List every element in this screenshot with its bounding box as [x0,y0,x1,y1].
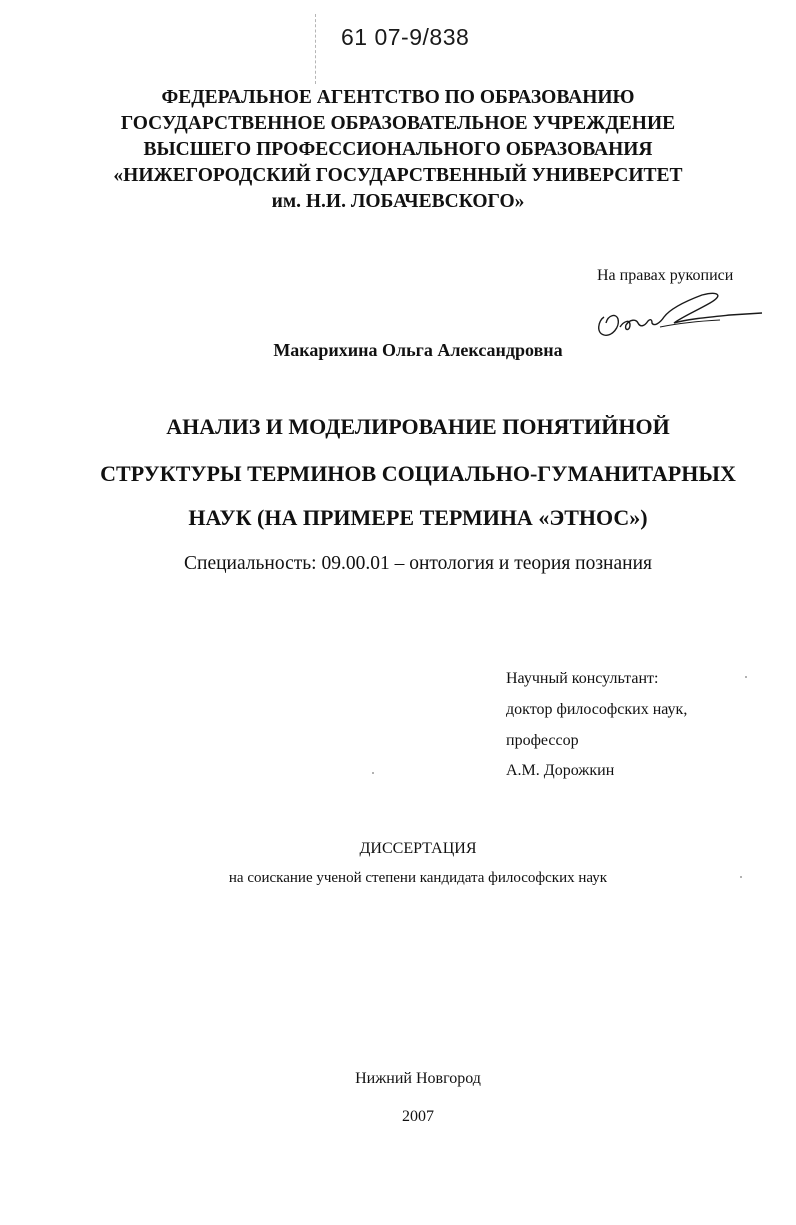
scan-speck [372,772,374,774]
advisor-degree: доктор философских наук, [506,701,688,718]
organization-line: им. Н.И. ЛОБАЧЕВСКОГО» [271,191,525,212]
organization-line: «НИЖЕГОРОДСКИЙ ГОСУДАРСТВЕННЫЙ УНИВЕРСИТЕТ [113,165,683,186]
scan-speck [740,876,742,878]
manuscript-note: На правах рукописи [597,267,734,284]
organization-line: ГОСУДАРСТВЕННОЕ ОБРАЗОВАТЕЛЬНОЕ УЧРЕЖДЕНИЕ [120,113,676,134]
organization-line: ВЫСШЕГО ПРОФЕССИОНАЛЬНОГО ОБРАЗОВАНИЯ [143,139,653,160]
advisor-role: Научный консультант: [506,670,659,687]
author-name: Макарихина Ольга Александровна [273,340,563,360]
organization-header [0,85,796,215]
specialty: Специальность: 09.00.01 – онтология и теория познания [184,553,652,574]
title-line: АНАЛИЗ И МОДЕЛИРОВАНИЕ ПОНЯТИЙНОЙ [166,414,670,439]
year: 2007 [402,1108,434,1125]
archive-stamp: 61 07-9/838 [341,24,470,50]
dissertation-purpose: на соискание ученой степени кандидата философских наук [228,870,608,886]
advisor-name: А.М. Дорожкин [506,762,615,779]
city: Нижний Новгород [355,1070,481,1087]
title-line: СТРУКТУРЫ ТЕРМИНОВ СОЦИАЛЬНО-ГУМАНИТАРНЫХ [100,461,736,486]
advisor-rank: профессор [506,732,579,749]
title-line: НАУК (НА ПРИМЕРЕ ТЕРМИНА «ЭТНОС») [188,505,648,530]
organization-line: ФЕДЕРАЛЬНОЕ АГЕНТСТВО ПО ОБРАЗОВАНИЮ [161,87,635,108]
scan-speck [745,676,747,678]
stamp-divider [315,14,318,84]
signature [590,283,765,343]
dissertation-heading: ДИССЕРТАЦИЯ [359,840,477,857]
